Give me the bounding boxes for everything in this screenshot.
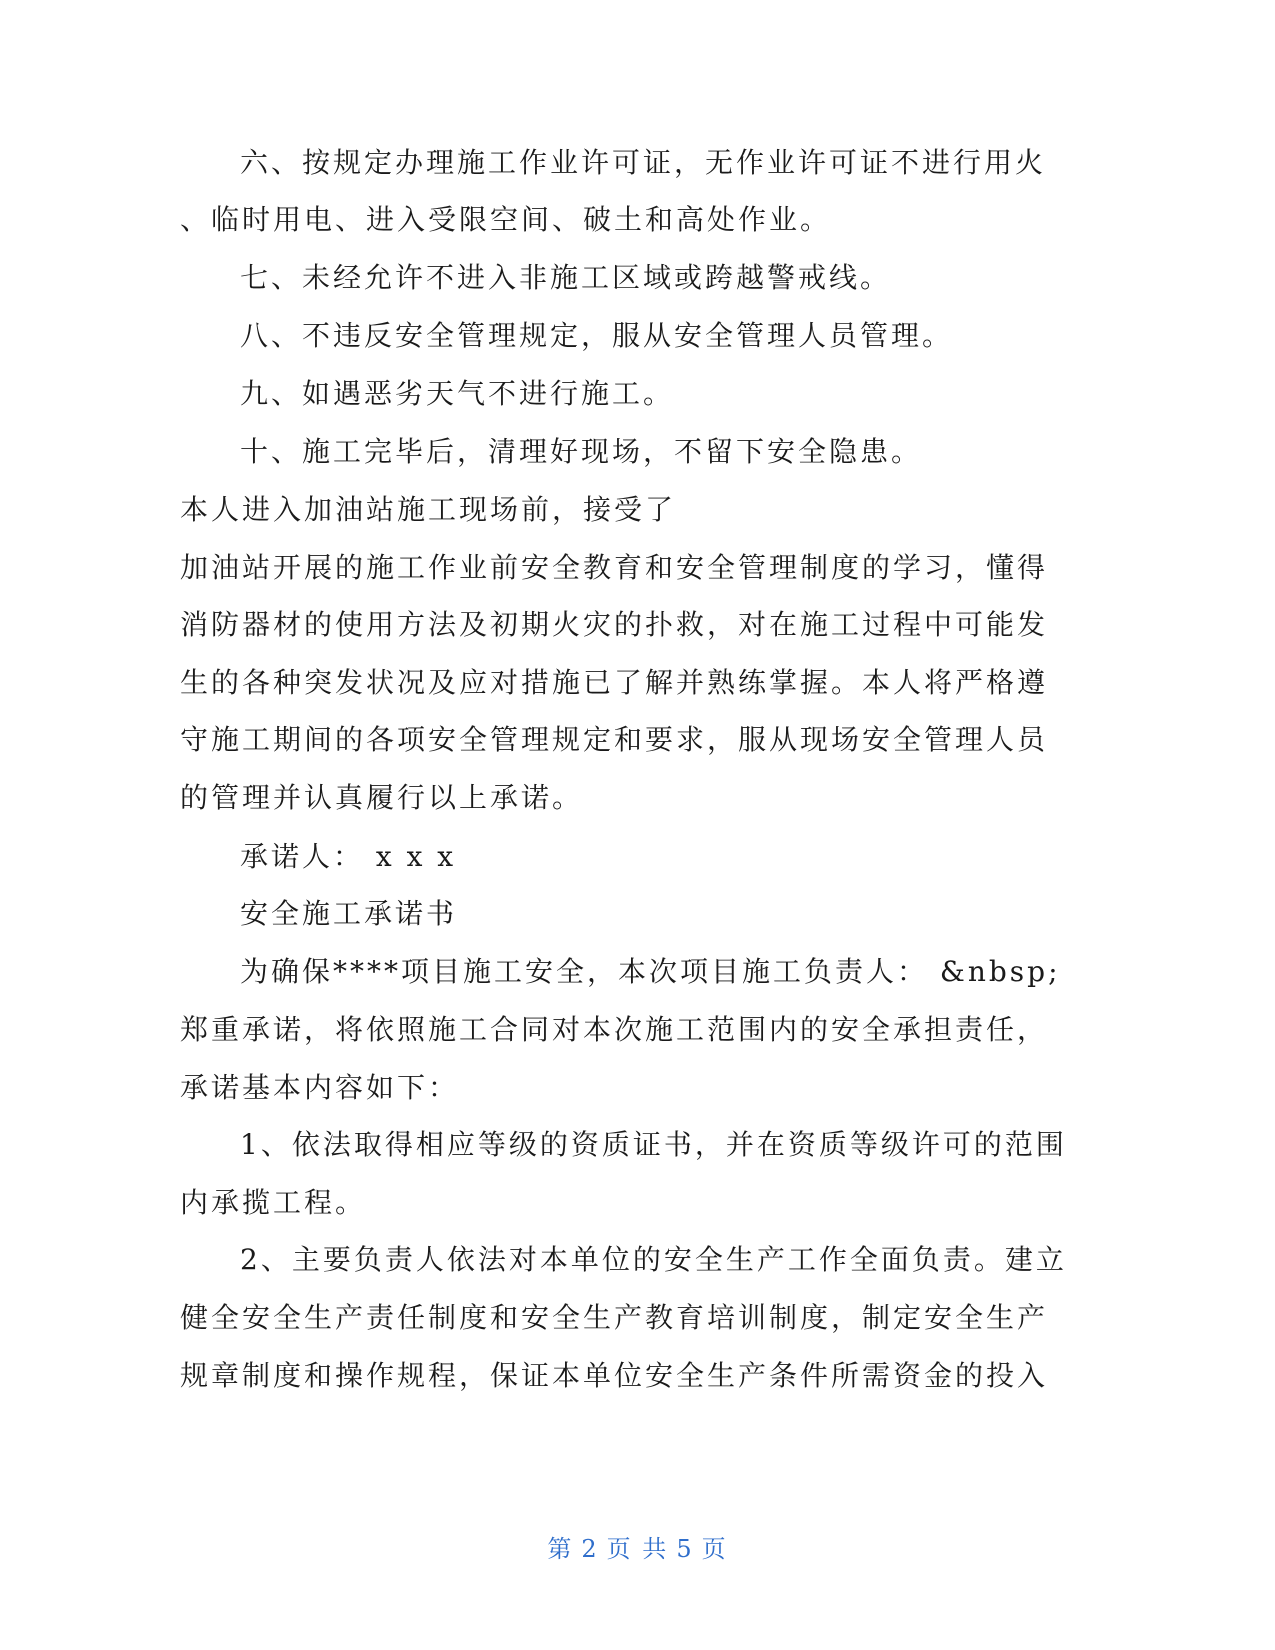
text-line: 为确保****项目施工安全，本次项目施工负责人： &nbsp; bbox=[240, 955, 1061, 988]
text-line: 七、未经允许不进入非施工区域或跨越警戒线。 bbox=[240, 261, 892, 294]
current-page-number: 2 bbox=[581, 1535, 599, 1563]
signatory-line: 承诺人： x x x bbox=[240, 840, 457, 873]
text-line: 健全安全生产责任制度和安全生产教育培训制度，制定安全生产 bbox=[180, 1301, 1049, 1334]
text-line: 规章制度和操作规程，保证本单位安全生产条件所需资金的投入 bbox=[180, 1359, 1049, 1392]
text-line: 承诺基本内容如下： bbox=[180, 1071, 460, 1104]
text-line: 六、按规定办理施工作业许可证，无作业许可证不进行用火 bbox=[240, 146, 1047, 179]
footer-middle: 页 共 bbox=[606, 1535, 669, 1563]
text-line: 郑重承诺，将依照施工合同对本次施工范围内的安全承担责任， bbox=[180, 1013, 1049, 1046]
text-line: 内承揽工程。 bbox=[180, 1186, 367, 1219]
section-title: 安全施工承诺书 bbox=[240, 897, 458, 930]
text-line: 八、不违反安全管理规定，服从安全管理人员管理。 bbox=[240, 319, 954, 352]
page-number-footer bbox=[0, 1532, 1275, 1566]
total-page-number: 5 bbox=[676, 1535, 694, 1563]
text-line: 1、依法取得相应等级的资质证书，并在资质等级许可的范围 bbox=[240, 1128, 1067, 1161]
text-line: 九、如遇恶劣天气不进行施工。 bbox=[240, 377, 675, 410]
footer-suffix: 页 bbox=[701, 1535, 728, 1563]
text-line: 本人进入加油站施工现场前，接受了 bbox=[180, 493, 677, 526]
text-line: 十、施工完毕后，清理好现场，不留下安全隐患。 bbox=[240, 435, 923, 468]
text-line: 的管理并认真履行以上承诺。 bbox=[180, 781, 584, 814]
text-line: 生的各种突发状况及应对措施已了解并熟练掌握。本人将严格遵 bbox=[180, 666, 1049, 699]
text-line: 守施工期间的各项安全管理规定和要求，服从现场安全管理人员 bbox=[180, 723, 1049, 756]
footer-prefix: 第 bbox=[547, 1535, 574, 1563]
text-line: 2、主要负责人依法对本单位的安全生产工作全面负责。建立 bbox=[240, 1243, 1067, 1276]
text-line: 、临时用电、进入受限空间、破土和高处作业。 bbox=[180, 203, 832, 236]
text-line: 消防器材的使用方法及初期火灾的扑救，对在施工过程中可能发 bbox=[180, 608, 1049, 641]
text-line: 加油站开展的施工作业前安全教育和安全管理制度的学习，懂得 bbox=[180, 551, 1049, 584]
